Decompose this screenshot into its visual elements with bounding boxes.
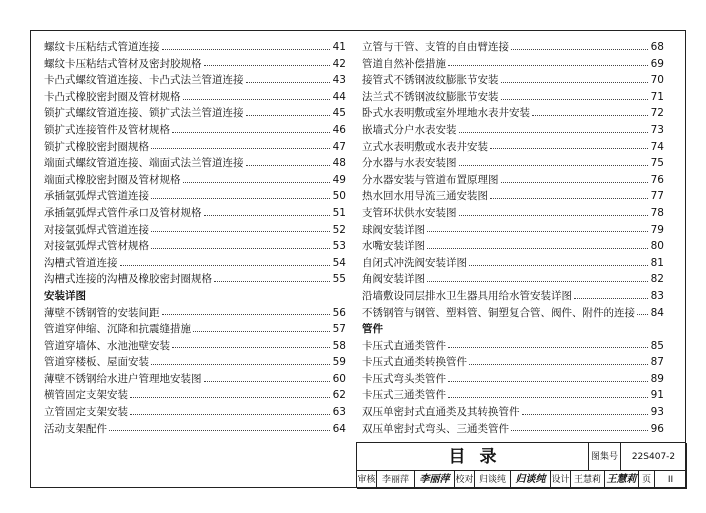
toc-entry[interactable]: [362, 387, 664, 404]
toc-entry-title: 分水器与水表安装图: [362, 157, 457, 170]
leader-dots: [151, 364, 330, 365]
toc-entry-title: 横管固定支架安装: [44, 389, 128, 402]
toc-entry[interactable]: [362, 56, 664, 73]
leader-dots: [459, 132, 649, 133]
toc-entry-page: 87: [650, 356, 664, 369]
check-label: 校对: [455, 471, 475, 489]
toc-entry-page: 47: [332, 140, 346, 153]
toc-entry[interactable]: [362, 105, 664, 122]
toc-entry[interactable]: [44, 72, 346, 89]
leader-dots: [637, 314, 648, 315]
designer-signature: 王慧莉: [605, 471, 639, 489]
leader-dots: [246, 165, 331, 166]
toc-entry[interactable]: [44, 105, 346, 122]
toc-entry-title: 活动支架配件: [44, 422, 107, 435]
toc-entry[interactable]: [362, 354, 664, 371]
toc-entry-title: 螺纹卡压粘结式管材及密封胶规格: [44, 57, 202, 70]
toc-entry-title: 对接氩弧焊式管道连接: [44, 223, 149, 236]
design-label: 设计: [551, 471, 571, 489]
title-block: [356, 442, 686, 488]
toc-entry-title: 薄壁不锈钢管的安装间距: [44, 306, 160, 319]
toc-entry-title: 水嘴安装详图: [362, 240, 425, 253]
left-column: [44, 39, 346, 437]
toc-entry[interactable]: [362, 139, 664, 156]
toc-entry-page: 55: [332, 273, 346, 286]
toc-entry[interactable]: [44, 56, 346, 73]
toc-entry[interactable]: [362, 72, 664, 89]
leader-dots: [532, 115, 648, 116]
toc-entry-page: 73: [650, 123, 664, 136]
toc-entry-title: 锁扩式螺纹管道连接、锁扩式法兰管道连接: [44, 107, 244, 120]
toc-entry-page: 42: [332, 57, 346, 70]
leader-dots: [427, 231, 648, 232]
leader-dots: [151, 231, 330, 232]
section-heading: 管件: [362, 323, 383, 336]
toc-entry-page: 54: [332, 256, 346, 269]
toc-entry-page: 78: [650, 206, 664, 219]
toc-entry[interactable]: [44, 188, 346, 205]
toc-entry-page: 51: [332, 206, 346, 219]
toc-entry-page: 71: [650, 90, 664, 103]
toc-entry-page: 48: [332, 157, 346, 170]
leader-dots: [162, 314, 331, 315]
toc-entry[interactable]: [362, 238, 664, 255]
leader-dots: [490, 198, 648, 199]
leader-dots: [130, 414, 330, 415]
toc-entry[interactable]: [44, 155, 346, 172]
toc-entry[interactable]: [44, 172, 346, 189]
leader-dots: [490, 148, 648, 149]
leader-dots: [172, 347, 330, 348]
page-label: 页: [639, 471, 655, 489]
toc-entry-page: 46: [332, 123, 346, 136]
toc-entry-page: 72: [650, 107, 664, 120]
toc-entry[interactable]: [362, 421, 664, 438]
toc-entry-page: 60: [332, 372, 346, 385]
toc-entry-page: 85: [650, 339, 664, 352]
checker-name: 归谈纯: [475, 471, 511, 489]
toc-entry[interactable]: [44, 89, 346, 106]
leader-dots: [459, 165, 649, 166]
toc-entry-page: 52: [332, 223, 346, 236]
leader-dots: [172, 132, 330, 133]
toc-entry-title: 接管式不锈钢波纹膨胀节安装: [362, 74, 499, 87]
toc-entry-page: 45: [332, 107, 346, 120]
toc-entry-page: 76: [650, 173, 664, 186]
reviewer-signature: 李丽萍: [415, 471, 455, 489]
page-number: II: [655, 471, 687, 489]
toc-entry-title: 卡压式直通类管件: [362, 339, 446, 352]
leader-dots: [193, 331, 330, 332]
toc-entry[interactable]: [362, 371, 664, 388]
toc-entry-title: 端面式橡胶密封圈及管材规格: [44, 173, 181, 186]
toc-entry-title: 支管环状供水安装图: [362, 206, 457, 219]
toc-entry-title: 承插氩弧焊式管道连接: [44, 190, 149, 203]
toc-entry-page: 70: [650, 74, 664, 87]
toc-entry[interactable]: [44, 371, 346, 388]
toc-entry-title: 双压单密封式直通类及其转换管件: [362, 406, 520, 419]
toc-entry-title: 端面式螺纹管道连接、端面式法兰管道连接: [44, 157, 244, 170]
toc-entry-title: 卡压式弯头类管件: [362, 372, 446, 385]
toc-entry-title: 双压单密封式弯头、三通类管件: [362, 422, 509, 435]
toc-entry-page: 82: [650, 273, 664, 286]
leader-dots: [448, 347, 648, 348]
designer-name: 王慧莉: [571, 471, 605, 489]
toc-entry-page: 53: [332, 240, 346, 253]
toc-entry[interactable]: [44, 271, 346, 288]
toc-entry-page: 79: [650, 223, 664, 236]
toc-entry-page: 56: [332, 306, 346, 319]
leader-dots: [214, 281, 330, 282]
leader-dots: [511, 49, 648, 50]
leader-dots: [522, 414, 649, 415]
leader-dots: [574, 298, 648, 299]
toc-entry-page: 49: [332, 173, 346, 186]
toc-entry-page: 96: [650, 422, 664, 435]
atlas-no: 22S407-2: [621, 443, 687, 471]
toc-entry[interactable]: [362, 305, 664, 322]
leader-dots: [246, 82, 331, 83]
leader-dots: [501, 182, 649, 183]
toc-entry-title: 卡凸式螺纹管道连接、卡凸式法兰管道连接: [44, 74, 244, 87]
toc-entry[interactable]: [44, 387, 346, 404]
toc-entry-title: 薄壁不锈钢给水进户管理地安装图: [44, 372, 202, 385]
toc-entry[interactable]: [44, 338, 346, 355]
toc-entry-title: 管道穿伸缩、沉降和抗震缝措施: [44, 323, 191, 336]
leader-dots: [151, 248, 330, 249]
leader-dots: [448, 397, 648, 398]
section-heading: 安装详图: [44, 289, 86, 302]
toc-entry[interactable]: [44, 122, 346, 139]
toc-entry-page: 41: [332, 41, 346, 53]
toc-entry[interactable]: [362, 89, 664, 106]
toc-entry[interactable]: [362, 271, 664, 288]
toc-entry-title: 热水回水用导流三通安装图: [362, 190, 488, 203]
toc-entry-page: 83: [650, 289, 664, 302]
toc-entry-title: 自闭式冲洗阀安装详图: [362, 256, 467, 269]
toc-entry[interactable]: [44, 255, 346, 272]
toc-entry-title: 管道穿墙体、水池池壁安装: [44, 339, 170, 352]
toc-entry-page: 77: [650, 190, 664, 203]
toc-entry-title: 对接氩弧焊式管材规格: [44, 240, 149, 253]
toc-entry-title: 分水器安装与管道布置原理图: [362, 173, 499, 186]
toc-entry-title: 管道自然补偿措施: [362, 57, 446, 70]
toc-entry[interactable]: [362, 404, 664, 421]
toc-entry[interactable]: [44, 139, 346, 156]
leader-dots: [246, 115, 331, 116]
toc-entry-title: 法兰式不锈钢波纹膨胀节安装: [362, 90, 499, 103]
atlas-no-label: 图集号: [589, 443, 621, 471]
toc-entry-page: 81: [650, 256, 664, 269]
toc-entry[interactable]: [362, 172, 664, 189]
leader-dots: [448, 65, 648, 66]
toc-entry[interactable]: [362, 338, 664, 355]
toc-entry-title: 角阀安装详图: [362, 273, 425, 286]
toc-entry-page: 58: [332, 339, 346, 352]
leader-dots: [469, 265, 648, 266]
toc-entry-page: 62: [332, 389, 346, 402]
toc-entry-page: 93: [650, 406, 664, 419]
toc-entry-title: 嵌墙式分户水表安装: [362, 123, 457, 136]
toc-entry[interactable]: [362, 205, 664, 222]
leader-dots: [183, 182, 331, 183]
toc-entry-page: 74: [650, 140, 664, 153]
toc-entry-title: 锁扩式橡胶密封圈规格: [44, 140, 149, 153]
toc-entry[interactable]: [44, 354, 346, 371]
toc-entry-title: 立式水表明敷或水表井安装: [362, 140, 488, 153]
leader-dots: [448, 381, 648, 382]
toc-entry-title: 立管与干管、支管的自由臂连接: [362, 41, 509, 53]
toc-entry-title: 卧式水表明敷或室外埋地水表井安装: [362, 107, 530, 120]
toc-entry-title: 沿墙敷设同层排水卫生器具用给水管安装详图: [362, 289, 572, 302]
toc-entry-title: 锁扩式连接管件及管材规格: [44, 123, 170, 136]
toc-entry-page: 63: [332, 406, 346, 419]
toc-entry[interactable]: [362, 222, 664, 239]
toc-entry[interactable]: [44, 222, 346, 239]
toc-entry-page: 89: [650, 372, 664, 385]
leader-dots: [130, 397, 330, 398]
toc-entry[interactable]: [44, 404, 346, 421]
toc-entry[interactable]: [44, 321, 346, 338]
toc-entry-page: 59: [332, 356, 346, 369]
leader-dots: [162, 49, 331, 50]
toc-entry-title: 卡压式三通类管件: [362, 389, 446, 402]
toc-entry-page: 50: [332, 190, 346, 203]
toc-entry-title: 卡压式直通类转换管件: [362, 356, 467, 369]
toc-entry-page: 43: [332, 74, 346, 87]
toc-entry-title: 螺纹卡压粘结式管道连接: [44, 41, 160, 53]
toc-entry-title: 卡凸式橡胶密封圈及管材规格: [44, 90, 181, 103]
leader-dots: [501, 99, 649, 100]
reviewer-name: 李丽萍: [377, 471, 415, 489]
toc-entry-title: 立管固定支架安装: [44, 406, 128, 419]
toc-entry[interactable]: [44, 39, 346, 56]
toc-entry-page: 91: [650, 389, 664, 402]
leader-dots: [469, 364, 648, 365]
toc-entry-page: 69: [650, 57, 664, 70]
catalog-title: 目录: [357, 443, 589, 471]
toc-entry[interactable]: [44, 205, 346, 222]
toc-entry[interactable]: [44, 305, 346, 322]
leader-dots: [459, 215, 649, 216]
leader-dots: [183, 99, 331, 100]
toc-entry[interactable]: [362, 288, 664, 305]
toc-entry-title: 沟槽式连接的沟槽及橡胶密封圈规格: [44, 273, 212, 286]
toc-entry-page: 64: [332, 422, 346, 435]
toc-entry[interactable]: [44, 238, 346, 255]
right-column: [362, 39, 664, 437]
leader-dots: [204, 215, 331, 216]
leader-dots: [427, 248, 648, 249]
toc-entry-page: 68: [650, 41, 664, 53]
toc-entry[interactable]: [362, 255, 664, 272]
leader-dots: [151, 148, 330, 149]
toc-entry[interactable]: [362, 188, 664, 205]
toc-entry[interactable]: [362, 39, 664, 56]
toc-entry[interactable]: [44, 421, 346, 438]
leader-dots: [511, 430, 648, 431]
toc-entry-page: 44: [332, 90, 346, 103]
toc-entry[interactable]: [362, 155, 664, 172]
toc-entry-page: 80: [650, 240, 664, 253]
review-label: 审核: [357, 471, 377, 489]
toc-entry-page: 57: [332, 323, 346, 336]
leader-dots: [501, 82, 649, 83]
toc-entry-page: 75: [650, 157, 664, 170]
leader-dots: [204, 381, 331, 382]
leader-dots: [109, 430, 330, 431]
toc-entry-title: 承插氩弧焊式管件承口及管材规格: [44, 206, 202, 219]
toc-entry-title: 管道穿楼板、屋面安装: [44, 356, 149, 369]
leader-dots: [151, 198, 330, 199]
checker-signature: 归谈纯: [511, 471, 551, 489]
toc-entry-page: 84: [650, 306, 664, 319]
toc-entry-title: 不锈钢管与钢管、塑料管、铜塑复合管、阀件、附件的连接: [362, 306, 635, 319]
toc-entry[interactable]: [362, 122, 664, 139]
leader-dots: [427, 281, 648, 282]
leader-dots: [204, 65, 331, 66]
toc-entry-title: 沟槽式管道连接: [44, 256, 118, 269]
leader-dots: [120, 265, 331, 266]
toc-entry-title: 球阀安装详图: [362, 223, 425, 236]
